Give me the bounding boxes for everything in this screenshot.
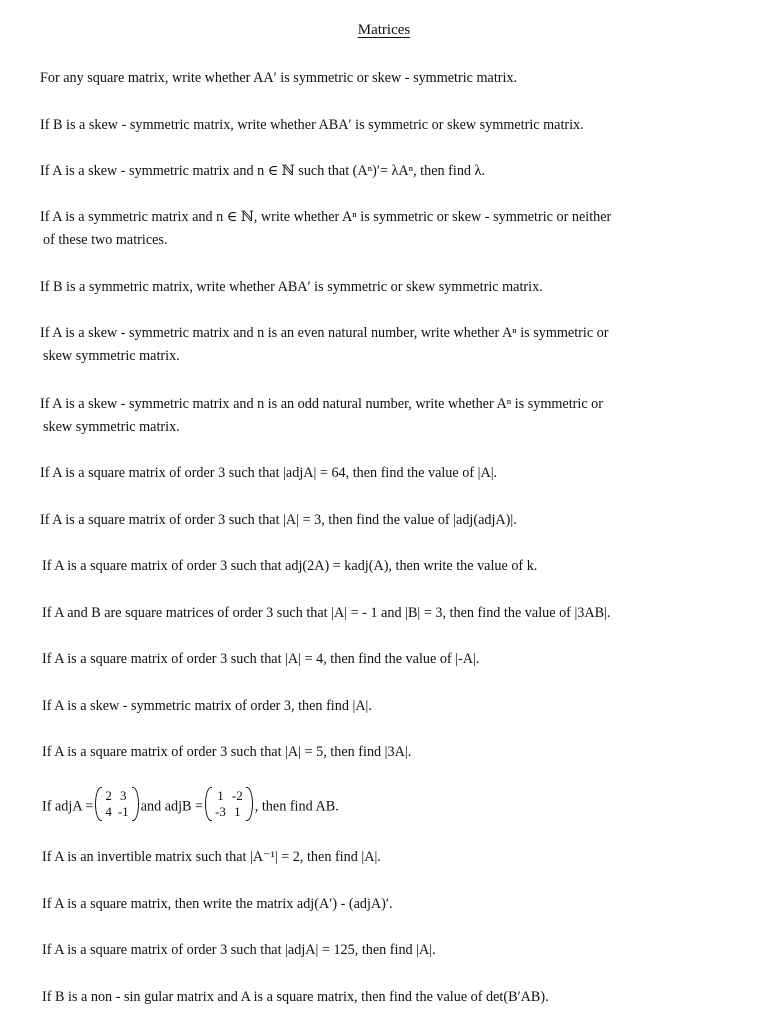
question-line: skew symmetric matrix.	[43, 348, 180, 364]
question-line: For any square matrix, write whether AA′ is symmetric or skew - symmetric matrix.	[40, 70, 518, 86]
question-line: If A is an invertible matrix such that |A⁻¹| = 2, then find |A|.	[42, 849, 381, 865]
matrix-cell: 1	[234, 804, 241, 819]
matrix-cell: 1	[217, 788, 224, 803]
question-line: If A is a square matrix of order 3 such that |A| = 3, then find the value of |adj(adjA)|.	[40, 512, 517, 528]
question-line: If A is a square matrix of order 3 such that |adjA| = 64, then find the value of |A|.	[40, 465, 498, 481]
question-text	[42, 648, 702, 671]
question-line: If B is a non - sin gular matrix and A is a square matrix, then find the value of det(B′AB).	[42, 989, 549, 1005]
question-text-suffix: , then find AB.	[254, 798, 339, 815]
question-line: If A is a square matrix of order 3 such that |A| = 4, then find the value of |-A|.	[42, 651, 480, 667]
question-line: of these two matrices.	[43, 232, 168, 248]
question-line: If B is a symmetric matrix, write whether ABA′ is symmetric or skew symmetric matrix.	[40, 279, 543, 295]
question-text	[42, 788, 702, 820]
question-line: If A is a skew - symmetric matrix of order 3, then find |A|.	[42, 698, 372, 714]
question-line: If A is a symmetric matrix and n ∈ ℕ, write whether Aⁿ is symmetric or skew - symmetric or neither	[40, 209, 612, 225]
question-line: If A is a skew - symmetric matrix and n is an odd natural number, write whether Aⁿ is symmetric or	[40, 396, 603, 412]
question-line: If A is a square matrix, then write the matrix adj(A′) - (adjA)′.	[42, 896, 393, 912]
question-line: If A and B are square matrices of order 3 such that |A| = - 1 and |B| = 3, then find the value of |3AB|.	[42, 605, 611, 621]
matrix-cell: -3	[215, 804, 226, 819]
question-line: If A is a skew - symmetric matrix and n ∈ ℕ such that (Aⁿ)′= λAⁿ, then find λ.	[40, 163, 485, 179]
question-text	[42, 602, 702, 625]
question-text	[40, 114, 700, 137]
question-text	[40, 276, 700, 299]
question-line: If A is a skew - symmetric matrix and n is an even natural number, write whether Aⁿ is symmetric or	[40, 325, 609, 341]
question-text	[40, 462, 700, 485]
question-text	[42, 695, 702, 718]
question-text	[42, 893, 702, 916]
question-line: If A is a square matrix of order 3 such that |adjA| = 125, then find |A|.	[42, 942, 436, 958]
question-text	[40, 67, 700, 90]
question-text-prefix: If adjA =	[42, 798, 94, 815]
matrix-adj-b	[205, 788, 253, 820]
matrix-cell: 4	[105, 804, 112, 819]
question-text	[42, 555, 702, 578]
question-text	[42, 846, 702, 869]
page-title	[0, 22, 768, 39]
question-text	[40, 160, 700, 183]
question-line: skew symmetric matrix.	[43, 419, 180, 435]
question-text	[40, 509, 700, 532]
matrix-cell: -2	[231, 788, 243, 803]
question-text	[42, 741, 702, 764]
question-text	[40, 322, 700, 368]
question-line: If B is a skew - symmetric matrix, write whether ABA′ is symmetric or skew symmetric matrix.	[40, 117, 584, 133]
question-text	[40, 393, 700, 439]
question-text	[40, 206, 700, 252]
page-title-text: Matrices	[357, 22, 411, 38]
question-line: If A is a square matrix of order 3 such that adj(2A) = kadj(A), then write the value of k.	[42, 558, 538, 574]
question-text-middle: and adjB =	[140, 798, 204, 815]
matrix-cell: 2	[105, 788, 112, 803]
question-line: If A is a square matrix of order 3 such that |A| = 5, then find |3A|.	[42, 744, 412, 760]
question-text	[42, 986, 702, 1009]
question-text	[42, 939, 702, 962]
matrix-adj-a	[95, 788, 138, 820]
matrix-cell: -1	[117, 804, 129, 819]
matrix-cell: 3	[120, 788, 127, 803]
